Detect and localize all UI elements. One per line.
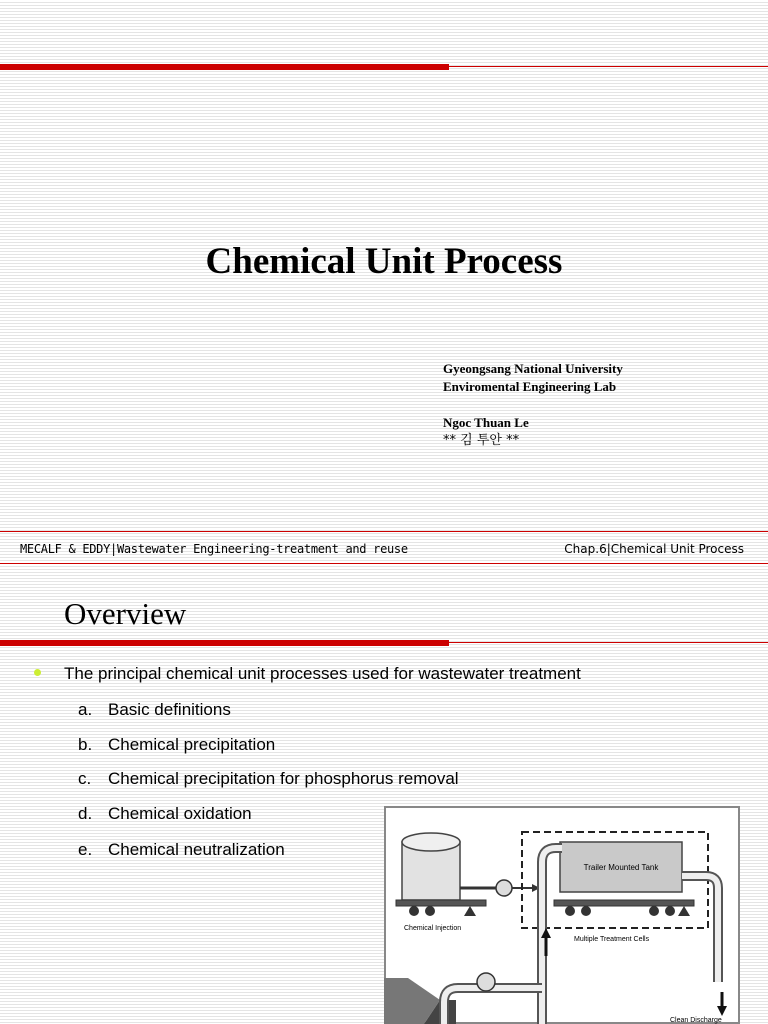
- author-name: Ngoc Thuan Le: [443, 415, 529, 430]
- overview-title: Overview: [64, 596, 187, 631]
- title-rule-thick: [0, 64, 449, 70]
- overview-rule-thick: [0, 640, 449, 646]
- footer-chapter: Chap.6|Chemical Unit Process: [564, 542, 744, 556]
- pump-icon-2: [477, 973, 495, 991]
- trailer-bed-right-icon: [554, 900, 694, 906]
- overview-rule-thin: [449, 642, 768, 643]
- list-item: b. Chemical precipitation: [78, 735, 276, 754]
- pump-icon: [496, 880, 512, 896]
- list-item: e. Chemical neutralization: [78, 840, 285, 859]
- slide-title: Chemical Unit Process: [205, 241, 563, 282]
- discharge-label: Clean Discharge: [670, 1017, 722, 1024]
- university-name: Gyeongsang National University: [443, 361, 623, 376]
- list-item: c. Chemical precipitation for phosphorus removal: [78, 769, 459, 788]
- trailer-bed-icon: [396, 900, 486, 906]
- main-bullet-text: The principal chemical unit processes used for wastewater treatment: [64, 664, 581, 683]
- author-block: [443, 360, 623, 450]
- author-korean-name: ** 김 투안 **: [443, 433, 520, 448]
- injection-label: Chemical Injection: [404, 925, 462, 932]
- footer-source: MECALF & EDDY|Wastewater Engineering-treatment and reuse: [20, 542, 408, 556]
- bullet-icon: [34, 669, 41, 676]
- footer-rule-top: [0, 531, 768, 532]
- tank-label: Trailer Mounted Tank: [583, 863, 659, 872]
- title-rule-thin: [449, 66, 768, 67]
- treatment-diagram: [384, 806, 740, 1024]
- footer-rule-bottom: [0, 563, 768, 564]
- list-item: d. Chemical oxidation: [78, 804, 252, 823]
- lab-name: Enviromental Engineering Lab: [443, 379, 617, 394]
- list-item: a. Basic definitions: [78, 700, 231, 719]
- cells-label: Multiple Treatment Cells: [574, 936, 650, 943]
